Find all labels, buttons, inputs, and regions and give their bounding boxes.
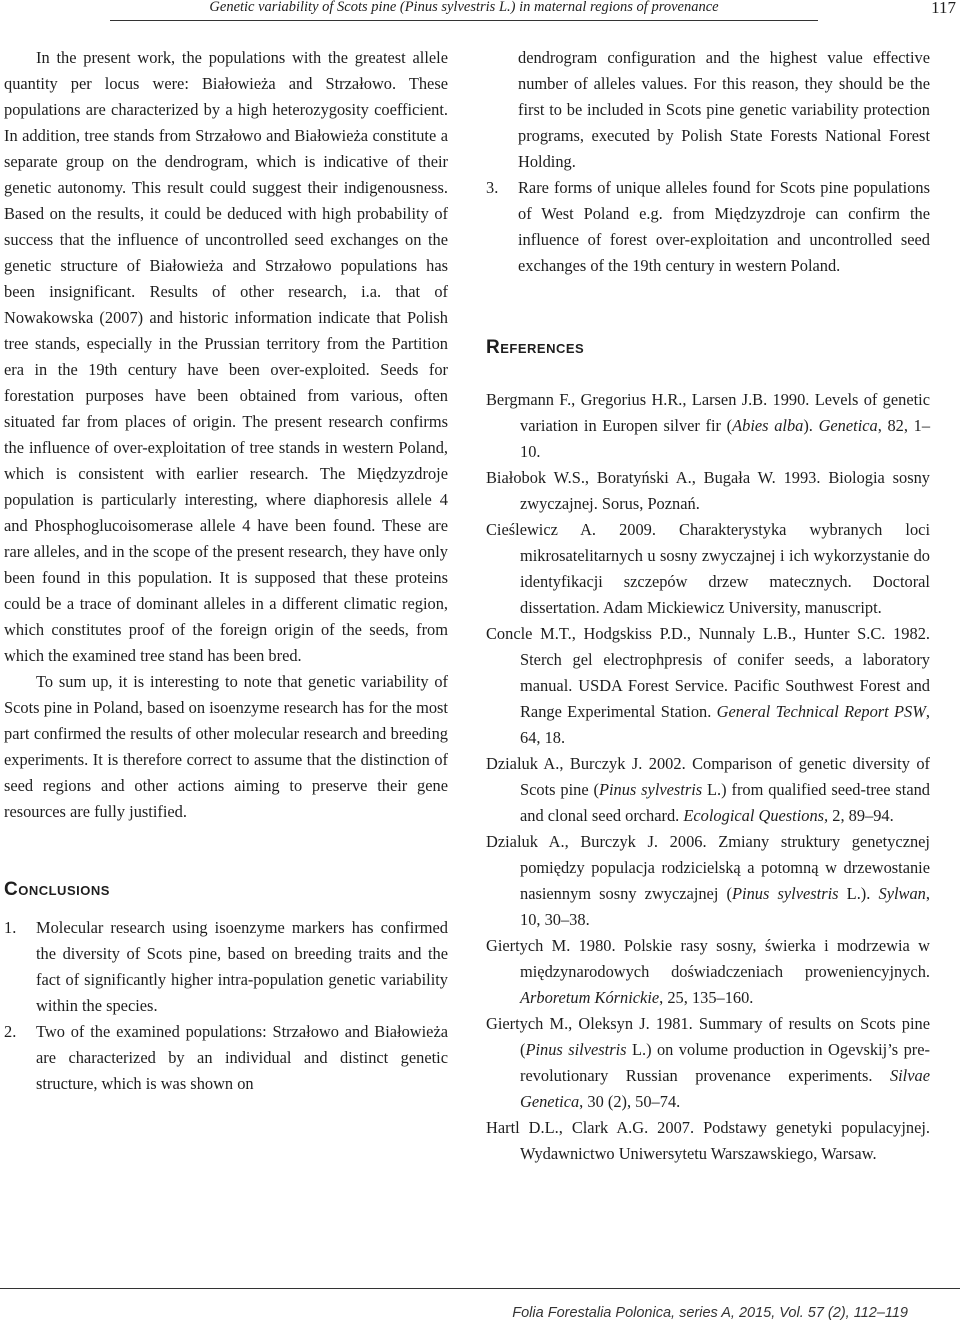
reference-text: Hartl D.L., Clark A.G. 2007. Podstawy genetyki populacyjnej. Wydawnictwo Uniwersytetu Warszawskiego, Warsaw.	[486, 1118, 930, 1163]
journal-citation: Folia Forestalia Polonica, series A, 2015, Vol. 57 (2), 112–119	[512, 1305, 908, 1321]
reference-text: , 64, 18.	[520, 702, 930, 747]
conclusion-text: Molecular research using isoenzyme markers has confirmed the diversity of Scots pine, based on breeding traits and the fact of significantly higher intra-population genetic variability within the species.	[36, 918, 448, 1015]
conclusion-number: 3.	[486, 178, 499, 197]
reference-italic: Arboretum Kórnickie	[520, 988, 660, 1007]
conclusions-list-continued	[486, 45, 930, 279]
reference-item	[486, 621, 930, 751]
reference-italic: Ecological Questions,	[683, 806, 829, 825]
reference-text: Dzialuk A., Burczyk J. 2006. Zmiany struktury genetycznej pomiędzy populacja rodzicielską a potomną w drzewostanie nasiennym sosny zwyczajnej (	[486, 832, 930, 903]
reference-text: Białobok W.S., Boratyński A., Bugała W. 1993. Biologia sosny zwyczajnej. Sorus, Poznań.	[486, 468, 930, 513]
conclusion-text: Two of the examined populations: Strzałowo and Białowieża are characterized by an individual and distinct genetic structure, which is was shown on	[36, 1022, 448, 1093]
page-number: 117	[931, 0, 956, 17]
references-heading: References	[486, 337, 585, 358]
conclusion-item	[486, 175, 930, 279]
reference-text: Bergmann F., Gregorius H.R., Larsen J.B. 1990. Levels of genetic variation in Europen silver fir (	[486, 390, 930, 435]
reference-text: Dzialuk A., Burczyk J. 2002. Comparison of genetic diversity of Scots pine (	[486, 754, 930, 799]
reference-italic: Pinus sylvestris	[732, 884, 839, 903]
conclusion-item	[4, 1019, 448, 1097]
reference-text: , 82, 1–10.	[520, 416, 931, 461]
reference-text: Giertych M., Oleksyn J. 1981. Summary of results on Scots pine (	[486, 1014, 930, 1059]
reference-text: L.).	[838, 884, 879, 903]
conclusion-item-continued	[486, 45, 930, 175]
body-paragraph-1: In the present work, the populations with the greatest allele quantity per locus were: Białowieża and Strzałowo. These populations are characterized by a high heterozygosity coefficient. In addition, tree stands from Strzałowo and Białowieża constitute a separate group on the dendrogram, which is indicative of their genetic autonomy. This result could suggest their indigenousness. Based on the results, it could be deduced with high probability of success that the influence of uncontrolled seed exchanges on the genetic structure of Białowieża and Strzałowo populations has been insignificant. Results of other research, i.a. that of Nowakowska (2007) and historic information indicate that Polish tree stands, especially in the Prussian territory from the Partition era in the 19th century have been over-exploited. Seeds for forestation purposes have been obtained from various, often situated far from places of origin. The present research confirms the influence of over-exploitation of tree stands in western Poland, which is consistent with earlier research. The Międzyzdroje population is particularly interesting, where diaphoresis allele 4 and Phosphoglucoisomerase allele 4 have been found. These are rare alleles, and in the scope of the present research, they have only been found in this population. It is supposed that these proteins could be a trace of dominant alleles in a different climatic region, which constitutes proof of the foreign origin of the seeds, from which the examined tree stand has been bred.	[4, 48, 448, 665]
reference-text: L.) from qualified seed-tree stand and clonal seed orchard.	[520, 780, 930, 825]
reference-text: L.) on volume production in Ogevskij’s pre-revolutionary Russian provenance experiments.	[520, 1040, 930, 1085]
reference-italic: Genetica	[818, 416, 878, 435]
reference-text: Giertych M. 1980. Polskie rasy sosny, świerka i modrzewia w międzynarodowych doświadczeniach proweniencyjnych.	[486, 936, 930, 981]
running-title: Genetic variability of Scots pine (Pinus sylvestris L.) in maternal regions of provenance	[110, 0, 818, 21]
reference-italic: Silvae Genetica	[520, 1066, 930, 1111]
reference-text: Concle M.T., Hodgskiss P.D., Nunnaly L.B., Hunter S.C. 1982. Sterch gel electrophpresis of conifer seeds, a laboratory manual. USDA Forest Service. Pacific Southwest Forest and Range Experimental Station.	[486, 624, 930, 721]
conclusion-text: dendrogram configuration and the highest value effective number of alleles values. For this reason, they should be the first to be included in Scots pine genetic variability protection programs, executed by Polish State Forests National Forest Holding.	[518, 48, 930, 171]
references-list	[486, 387, 930, 1167]
right-column	[486, 45, 930, 1167]
reference-item	[486, 465, 930, 517]
conclusion-number: 1.	[4, 918, 17, 937]
reference-item	[486, 517, 930, 621]
reference-italic: Sylwan	[878, 884, 926, 903]
footer-divider	[0, 1288, 960, 1289]
reference-italic: General Technical Report PSW	[716, 702, 926, 721]
reference-item	[486, 387, 930, 465]
conclusions-list	[4, 915, 448, 1097]
reference-item	[486, 1115, 930, 1167]
reference-text: ).	[803, 416, 819, 435]
conclusion-item	[4, 915, 448, 1019]
reference-italic: Pinus sylvestris	[598, 780, 703, 799]
left-column	[4, 45, 448, 1097]
reference-text: , 30 (2), 50–74.	[579, 1092, 681, 1111]
conclusions-heading: Conclusions	[4, 879, 110, 900]
reference-text: , 25, 135–160.	[659, 988, 754, 1007]
reference-text: , 10, 30–38.	[520, 884, 930, 929]
conclusion-text: Rare forms of unique alleles found for Scots pine populations of West Poland e.g. from Międzyzdroje can confirm the influence of forest over-exploitation and uncontrolled seed exchanges of the 19th century in western Poland.	[518, 178, 930, 275]
reference-italic: Abies alba	[732, 416, 804, 435]
reference-item	[486, 1011, 930, 1115]
reference-item	[486, 933, 930, 1011]
reference-text: Cieślewicz A. 2009. Charakterystyka wybranych loci mikrosatelitarnych u sosny zwyczajnej i ich wykorzystanie do identyfikacji szczepów drzew matecznych. Doctoral dissertation. Adam Mickiewicz University, manuscript.	[486, 520, 930, 617]
body-paragraph-2: To sum up, it is interesting to note that genetic variability of Scots pine in Poland, based on isoenzyme research has for the most part confirmed the results of other molecular research and breeding experiments. It is therefore correct to assume that the distinction of seed regions and other actions aiming to preserve their gene resources are fully justified.	[4, 672, 448, 821]
reference-italic: Pinus silvestris	[525, 1040, 627, 1059]
reference-text: 2, 89–94.	[828, 806, 894, 825]
reference-item	[486, 829, 930, 933]
reference-item	[486, 751, 930, 829]
conclusion-number: 2.	[4, 1022, 17, 1041]
